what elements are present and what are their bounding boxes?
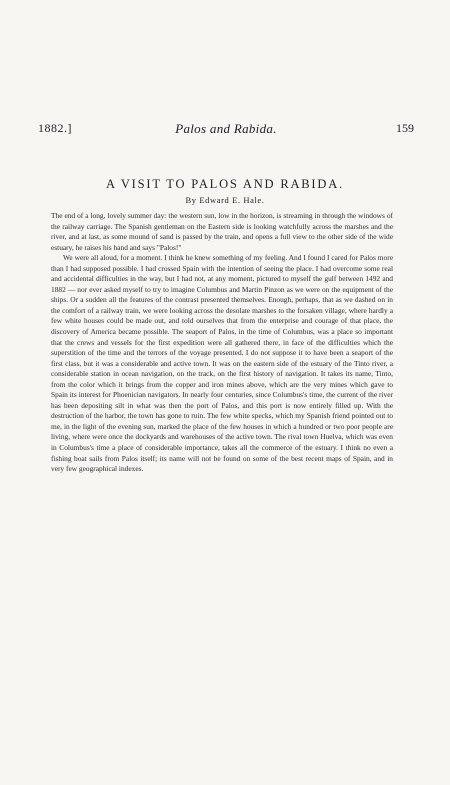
article-title: A VISIT TO PALOS AND RABIDA.: [106, 177, 344, 191]
header-title: Palos and Rabida.: [175, 121, 277, 136]
paragraph: The end of a long, lovely summer day: the western sun, low in the horizon, is streaming in through the windows of the railway carriage. The Spanish gentleman on the Eastern side is looking watchfully across the marshes and the river, and at last, as some mound of sand is passed by the train, and opens a full view to the other side of the wide estuary, he raises his hand and says "Palos!": [51, 211, 393, 252]
paragraph: We were all aloud, for a moment. I think he knew something of my feeling. And I found I cared for Palos more than I had supposed possible. I had crossed Spain with the intention of seeing the place. I had overcome some real and accidental difficulties in the way, but I had not, at any moment, pictured to myself the gulf between 1492 and 1882 — nor ever asked myself to try to imagine Columbus and Martin Pinzon as we were on the equipment of the ships. Or a sudden all the features of the contrast presented themselves. Enough, perhaps, that as we dashed on in the comfort of a railway train, we were looking across the desolate marshes to the forsaken village, where hardly a few white houses could be made out, and told ourselves that from the enterprise and courage of that place, the discovery of America became possible. The seaport of Palos, in the time of Columbus, was a place so important that the crews and vessels for the first expedition were all gathered there, in face of the difficulties which the superstition of the time and the terrors of the voyage presented. I do not suppose it to have been a seaport of the first class, but it was a considerable and active town. It was on the eastern side of the estuary of the Tinto river, a considerable station in ocean navigation, on the track, on the first history of navigation. It takes its name, Tinto, from the color which it brings from the copper and iron mines above, which are the very mines which gave to Spain its interest for Phoenician navigators. In nearly four centuries, since Columbus's time, the current of the river has been depositing silt in what was then the port of Palos, and this port is now entirely filled up. With the destruction of the harbor, the town has gone to ruin. The few white specks, which my Spanish friend pointed out to me, in the light of the evening sun, marked the place of the few houses in which a hundred or two poor people are living, where were once the dockyards and warehouses of the active town. The rival town Huelva, which was even in Columbus's time a place of considerable importance, takes all the commerce of the estuary. I think no even a fishing boat sails from Palos itself; its name will not be found on some of the best recent maps of Spain, and in very few geographical indexes.: [51, 253, 393, 474]
header-year: 1882.]: [38, 121, 72, 135]
article-body: [51, 211, 393, 475]
page-number: 159: [396, 121, 414, 135]
article-byline: By Edward E. Hale.: [185, 195, 265, 205]
running-header: [38, 121, 414, 137]
